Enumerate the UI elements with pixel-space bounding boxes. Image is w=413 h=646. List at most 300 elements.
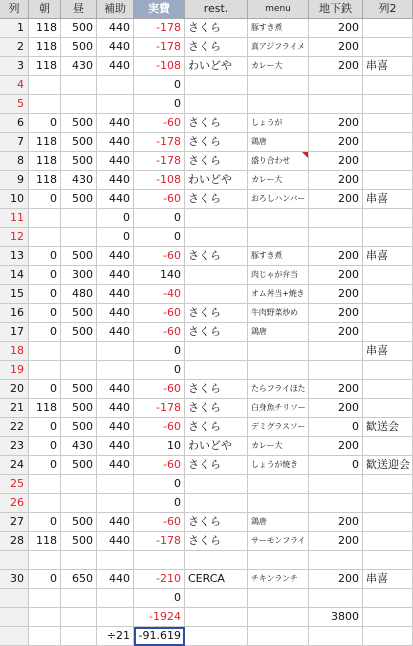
subsidy-cell[interactable]	[97, 361, 134, 380]
actual-cost-cell[interactable]: 0	[134, 475, 185, 494]
col2-cell[interactable]	[363, 209, 413, 228]
col-header-lunch[interactable]: 昼	[61, 0, 97, 19]
breakfast-cell[interactable]	[29, 95, 61, 114]
subsidy-cell[interactable]: 440	[97, 171, 134, 190]
col2-cell[interactable]	[363, 399, 413, 418]
subway-cell[interactable]	[309, 209, 363, 228]
subsidy-cell[interactable]	[97, 95, 134, 114]
rest-cell[interactable]: さくら	[185, 323, 248, 342]
actual-cost-cell[interactable]: 140	[134, 266, 185, 285]
col2-cell[interactable]: 串喜	[363, 247, 413, 266]
subway-cell[interactable]: 200	[309, 114, 363, 133]
subsidy-cell[interactable]: 440	[97, 285, 134, 304]
subsidy-cell[interactable]: 0	[97, 228, 134, 247]
subway-cell[interactable]: 200	[309, 247, 363, 266]
row-number[interactable]	[0, 608, 29, 627]
row-number[interactable]: 21	[0, 399, 29, 418]
actual-cost-cell[interactable]: -60	[134, 190, 185, 209]
menu-cell[interactable]: オム丼当+焼き	[248, 285, 309, 304]
actual-cost-cell[interactable]: -1924	[134, 608, 185, 627]
subsidy-cell[interactable]: 440	[97, 57, 134, 76]
lunch-cell[interactable]	[61, 209, 97, 228]
subsidy-cell[interactable]: 0	[97, 209, 134, 228]
menu-cell[interactable]	[248, 494, 309, 513]
menu-cell[interactable]: 真アジフライメ	[248, 38, 309, 57]
subsidy-cell[interactable]	[97, 76, 134, 95]
actual-cost-cell[interactable]: -178	[134, 19, 185, 38]
rest-cell[interactable]	[185, 228, 248, 247]
subway-cell[interactable]	[309, 627, 363, 646]
rest-cell[interactable]: さくら	[185, 19, 248, 38]
col2-cell[interactable]	[363, 171, 413, 190]
row-number[interactable]: 10	[0, 190, 29, 209]
row-number[interactable]: 8	[0, 152, 29, 171]
rest-cell[interactable]	[185, 589, 248, 608]
row-number[interactable]: 28	[0, 532, 29, 551]
rest-cell[interactable]: さくら	[185, 190, 248, 209]
subway-cell[interactable]: 200	[309, 38, 363, 57]
row-number[interactable]: 30	[0, 570, 29, 589]
col2-cell[interactable]	[363, 437, 413, 456]
row-number[interactable]	[0, 589, 29, 608]
rest-cell[interactable]	[185, 342, 248, 361]
actual-cost-cell[interactable]: 0	[134, 494, 185, 513]
row-number[interactable]: 14	[0, 266, 29, 285]
row-number[interactable]: 13	[0, 247, 29, 266]
actual-cost-cell[interactable]: 10	[134, 437, 185, 456]
breakfast-cell[interactable]: 118	[29, 133, 61, 152]
breakfast-cell[interactable]	[29, 228, 61, 247]
subway-cell[interactable]: 200	[309, 190, 363, 209]
breakfast-cell[interactable]: 0	[29, 285, 61, 304]
rest-cell[interactable]	[185, 266, 248, 285]
menu-cell[interactable]	[248, 228, 309, 247]
menu-cell[interactable]	[248, 342, 309, 361]
lunch-cell[interactable]: 500	[61, 380, 97, 399]
subsidy-cell[interactable]: 440	[97, 152, 134, 171]
breakfast-cell[interactable]: 0	[29, 513, 61, 532]
col-header-breakfast[interactable]: 朝	[29, 0, 61, 19]
actual-cost-cell[interactable]: -108	[134, 171, 185, 190]
actual-cost-cell[interactable]: -60	[134, 380, 185, 399]
subsidy-cell[interactable]: 440	[97, 266, 134, 285]
subway-cell[interactable]: 200	[309, 570, 363, 589]
subway-cell[interactable]	[309, 361, 363, 380]
breakfast-cell[interactable]: 118	[29, 171, 61, 190]
subsidy-cell[interactable]	[97, 494, 134, 513]
breakfast-cell[interactable]	[29, 608, 61, 627]
row-number[interactable]: 7	[0, 133, 29, 152]
col2-cell[interactable]	[363, 266, 413, 285]
menu-cell[interactable]	[248, 475, 309, 494]
menu-cell[interactable]: 肉じゃが弁当	[248, 266, 309, 285]
subway-cell[interactable]	[309, 589, 363, 608]
breakfast-cell[interactable]	[29, 209, 61, 228]
col-header-menu[interactable]: menu	[248, 0, 309, 19]
rest-cell[interactable]: さくら	[185, 399, 248, 418]
subsidy-cell[interactable]: 440	[97, 456, 134, 475]
rest-cell[interactable]: さくら	[185, 418, 248, 437]
col2-cell[interactable]	[363, 551, 413, 570]
actual-cost-cell[interactable]: -210	[134, 570, 185, 589]
col2-cell[interactable]	[363, 76, 413, 95]
lunch-cell[interactable]	[61, 76, 97, 95]
col2-cell[interactable]: 串喜	[363, 190, 413, 209]
menu-cell[interactable]	[248, 209, 309, 228]
menu-cell[interactable]: たらフライほた	[248, 380, 309, 399]
breakfast-cell[interactable]	[29, 494, 61, 513]
menu-cell[interactable]	[248, 589, 309, 608]
row-number[interactable]: 19	[0, 361, 29, 380]
menu-cell[interactable]: サーモンフライ	[248, 532, 309, 551]
subway-cell[interactable]: 200	[309, 399, 363, 418]
actual-cost-cell[interactable]	[134, 551, 185, 570]
lunch-cell[interactable]	[61, 589, 97, 608]
actual-cost-cell[interactable]: -60	[134, 304, 185, 323]
rest-cell[interactable]	[185, 95, 248, 114]
col-header-rest[interactable]: rest.	[185, 0, 248, 19]
subway-cell[interactable]	[309, 475, 363, 494]
actual-cost-cell[interactable]: 0	[134, 589, 185, 608]
menu-cell[interactable]: 鶏唐	[248, 513, 309, 532]
row-number[interactable]: 23	[0, 437, 29, 456]
subsidy-cell[interactable]: 440	[97, 304, 134, 323]
col2-cell[interactable]	[363, 133, 413, 152]
subway-cell[interactable]: 200	[309, 285, 363, 304]
breakfast-cell[interactable]: 118	[29, 57, 61, 76]
col2-cell[interactable]	[363, 589, 413, 608]
subsidy-cell[interactable]: 440	[97, 323, 134, 342]
breakfast-cell[interactable]: 0	[29, 456, 61, 475]
menu-cell[interactable]	[248, 95, 309, 114]
row-number[interactable]: 24	[0, 456, 29, 475]
row-number[interactable]	[0, 551, 29, 570]
menu-cell[interactable]	[248, 361, 309, 380]
subsidy-cell[interactable]: ÷21	[97, 627, 134, 646]
rest-cell[interactable]: さくら	[185, 133, 248, 152]
breakfast-cell[interactable]	[29, 76, 61, 95]
subway-cell[interactable]: 200	[309, 532, 363, 551]
lunch-cell[interactable]	[61, 95, 97, 114]
col2-cell[interactable]	[363, 380, 413, 399]
row-number[interactable]: 6	[0, 114, 29, 133]
breakfast-cell[interactable]: 0	[29, 266, 61, 285]
row-number[interactable]: 25	[0, 475, 29, 494]
subway-cell[interactable]	[309, 76, 363, 95]
rest-cell[interactable]	[185, 76, 248, 95]
subway-cell[interactable]: 200	[309, 133, 363, 152]
lunch-cell[interactable]: 650	[61, 570, 97, 589]
col-header-actual-cost[interactable]: 実費	[134, 0, 185, 19]
subway-cell[interactable]: 200	[309, 323, 363, 342]
menu-cell[interactable]: 鶏唐	[248, 133, 309, 152]
rest-cell[interactable]: さくら	[185, 456, 248, 475]
col2-cell[interactable]: 串喜	[363, 570, 413, 589]
lunch-cell[interactable]: 430	[61, 437, 97, 456]
lunch-cell[interactable]: 500	[61, 247, 97, 266]
lunch-cell[interactable]	[61, 608, 97, 627]
subsidy-cell[interactable]: 440	[97, 247, 134, 266]
breakfast-cell[interactable]: 0	[29, 304, 61, 323]
rest-cell[interactable]: わいどや	[185, 57, 248, 76]
breakfast-cell[interactable]	[29, 589, 61, 608]
actual-cost-cell[interactable]: 0	[134, 342, 185, 361]
subsidy-cell[interactable]: 440	[97, 570, 134, 589]
rest-cell[interactable]: さくら	[185, 114, 248, 133]
subsidy-cell[interactable]: 440	[97, 418, 134, 437]
row-number[interactable]: 1	[0, 19, 29, 38]
breakfast-cell[interactable]: 0	[29, 570, 61, 589]
rest-cell[interactable]	[185, 627, 248, 646]
rest-cell[interactable]: さくら	[185, 380, 248, 399]
actual-cost-cell[interactable]: -40	[134, 285, 185, 304]
subway-cell[interactable]: 200	[309, 513, 363, 532]
actual-cost-cell[interactable]: -60	[134, 418, 185, 437]
menu-cell[interactable]: 鶏唐	[248, 323, 309, 342]
menu-cell[interactable]: チキンランチ	[248, 570, 309, 589]
col2-cell[interactable]	[363, 361, 413, 380]
rest-cell[interactable]: さくら	[185, 152, 248, 171]
actual-cost-cell[interactable]: -178	[134, 152, 185, 171]
lunch-cell[interactable]: 500	[61, 114, 97, 133]
breakfast-cell[interactable]	[29, 627, 61, 646]
actual-cost-cell[interactable]: 0	[134, 95, 185, 114]
col2-cell[interactable]	[363, 19, 413, 38]
lunch-cell[interactable]: 500	[61, 304, 97, 323]
lunch-cell[interactable]: 480	[61, 285, 97, 304]
subway-cell[interactable]: 200	[309, 266, 363, 285]
col-header-subway[interactable]: 地下鉄	[309, 0, 363, 19]
rest-cell[interactable]: さくら	[185, 513, 248, 532]
subway-cell[interactable]	[309, 551, 363, 570]
breakfast-cell[interactable]: 118	[29, 38, 61, 57]
col2-cell[interactable]: 串喜	[363, 57, 413, 76]
menu-cell[interactable]: 牛肉野菜炒め	[248, 304, 309, 323]
row-number[interactable]: 15	[0, 285, 29, 304]
breakfast-cell[interactable]: 118	[29, 532, 61, 551]
menu-cell[interactable]: デミグラスソー	[248, 418, 309, 437]
col2-cell[interactable]	[363, 304, 413, 323]
subsidy-cell[interactable]	[97, 475, 134, 494]
rest-cell[interactable]	[185, 209, 248, 228]
subway-cell[interactable]	[309, 95, 363, 114]
rest-cell[interactable]	[185, 608, 248, 627]
lunch-cell[interactable]	[61, 627, 97, 646]
row-number[interactable]: 4	[0, 76, 29, 95]
breakfast-cell[interactable]: 0	[29, 114, 61, 133]
subsidy-cell[interactable]: 440	[97, 133, 134, 152]
menu-cell[interactable]: おろしハンバー	[248, 190, 309, 209]
rest-cell[interactable]: さくら	[185, 247, 248, 266]
subway-cell[interactable]: 200	[309, 304, 363, 323]
lunch-cell[interactable]: 500	[61, 418, 97, 437]
subsidy-cell[interactable]: 440	[97, 399, 134, 418]
col2-cell[interactable]	[363, 532, 413, 551]
row-number[interactable]: 27	[0, 513, 29, 532]
lunch-cell[interactable]: 500	[61, 399, 97, 418]
subway-cell[interactable]: 200	[309, 380, 363, 399]
actual-cost-cell[interactable]: 0	[134, 209, 185, 228]
actual-cost-cell[interactable]: -91.619	[134, 627, 185, 646]
subsidy-cell[interactable]: 440	[97, 380, 134, 399]
lunch-cell[interactable]	[61, 228, 97, 247]
breakfast-cell[interactable]: 0	[29, 323, 61, 342]
rest-cell[interactable]: わいどや	[185, 437, 248, 456]
rest-cell[interactable]	[185, 494, 248, 513]
subway-cell[interactable]	[309, 342, 363, 361]
menu-cell[interactable]: しょうが	[248, 114, 309, 133]
actual-cost-cell[interactable]: -60	[134, 456, 185, 475]
menu-cell[interactable]: 白身魚チリソー	[248, 399, 309, 418]
menu-cell[interactable]	[248, 76, 309, 95]
breakfast-cell[interactable]	[29, 475, 61, 494]
col-header-0[interactable]: 列	[0, 0, 29, 19]
rest-cell[interactable]: わいどや	[185, 171, 248, 190]
rest-cell[interactable]	[185, 361, 248, 380]
lunch-cell[interactable]: 300	[61, 266, 97, 285]
col2-cell[interactable]	[363, 95, 413, 114]
lunch-cell[interactable]: 430	[61, 171, 97, 190]
menu-cell[interactable]: しょうが焼き	[248, 456, 309, 475]
subway-cell[interactable]: 0	[309, 418, 363, 437]
col2-cell[interactable]	[363, 228, 413, 247]
subway-cell[interactable]	[309, 494, 363, 513]
actual-cost-cell[interactable]: -60	[134, 513, 185, 532]
row-number[interactable]: 3	[0, 57, 29, 76]
breakfast-cell[interactable]: 0	[29, 380, 61, 399]
subway-cell[interactable]: 200	[309, 19, 363, 38]
breakfast-cell[interactable]: 118	[29, 399, 61, 418]
subsidy-cell[interactable]: 440	[97, 19, 134, 38]
col2-cell[interactable]	[363, 285, 413, 304]
col2-cell[interactable]	[363, 38, 413, 57]
menu-cell[interactable]: 盛り合わせ	[248, 152, 309, 171]
subsidy-cell[interactable]: 440	[97, 38, 134, 57]
subway-cell[interactable]: 200	[309, 57, 363, 76]
col2-cell[interactable]	[363, 323, 413, 342]
col2-cell[interactable]	[363, 513, 413, 532]
menu-cell[interactable]: カレー大	[248, 437, 309, 456]
actual-cost-cell[interactable]: -178	[134, 38, 185, 57]
breakfast-cell[interactable]: 0	[29, 247, 61, 266]
row-number[interactable]: 16	[0, 304, 29, 323]
row-number[interactable]: 26	[0, 494, 29, 513]
row-number[interactable]: 5	[0, 95, 29, 114]
row-number[interactable]: 20	[0, 380, 29, 399]
row-number[interactable]: 9	[0, 171, 29, 190]
col2-cell[interactable]: 歓送会	[363, 418, 413, 437]
lunch-cell[interactable]	[61, 494, 97, 513]
row-number[interactable]: 11	[0, 209, 29, 228]
subsidy-cell[interactable]	[97, 608, 134, 627]
actual-cost-cell[interactable]: -60	[134, 247, 185, 266]
subway-cell[interactable]: 200	[309, 437, 363, 456]
breakfast-cell[interactable]: 0	[29, 418, 61, 437]
rest-cell[interactable]: さくら	[185, 532, 248, 551]
menu-cell[interactable]: カレー大	[248, 171, 309, 190]
actual-cost-cell[interactable]: -178	[134, 133, 185, 152]
subsidy-cell[interactable]: 440	[97, 513, 134, 532]
breakfast-cell[interactable]: 118	[29, 19, 61, 38]
rest-cell[interactable]	[185, 475, 248, 494]
menu-cell[interactable]	[248, 627, 309, 646]
actual-cost-cell[interactable]: -60	[134, 114, 185, 133]
actual-cost-cell[interactable]: -108	[134, 57, 185, 76]
col2-cell[interactable]	[363, 152, 413, 171]
menu-cell[interactable]	[248, 551, 309, 570]
subway-cell[interactable]: 200	[309, 152, 363, 171]
subsidy-cell[interactable]	[97, 342, 134, 361]
subsidy-cell[interactable]: 440	[97, 190, 134, 209]
lunch-cell[interactable]: 500	[61, 513, 97, 532]
col2-cell[interactable]	[363, 475, 413, 494]
rest-cell[interactable]	[185, 551, 248, 570]
breakfast-cell[interactable]: 0	[29, 437, 61, 456]
row-number[interactable]: 18	[0, 342, 29, 361]
lunch-cell[interactable]: 500	[61, 190, 97, 209]
breakfast-cell[interactable]: 0	[29, 190, 61, 209]
lunch-cell[interactable]: 500	[61, 38, 97, 57]
rest-cell[interactable]: さくら	[185, 38, 248, 57]
row-number[interactable]	[0, 627, 29, 646]
breakfast-cell[interactable]	[29, 342, 61, 361]
subway-cell[interactable]	[309, 228, 363, 247]
col-header-col2[interactable]: 列2	[363, 0, 413, 19]
lunch-cell[interactable]: 500	[61, 532, 97, 551]
col2-cell[interactable]	[363, 494, 413, 513]
lunch-cell[interactable]: 500	[61, 133, 97, 152]
subway-cell[interactable]: 200	[309, 171, 363, 190]
rest-cell[interactable]	[185, 285, 248, 304]
menu-cell[interactable]	[248, 608, 309, 627]
actual-cost-cell[interactable]: -178	[134, 532, 185, 551]
row-number[interactable]: 22	[0, 418, 29, 437]
row-number[interactable]: 17	[0, 323, 29, 342]
actual-cost-cell[interactable]: -178	[134, 399, 185, 418]
subsidy-cell[interactable]: 440	[97, 114, 134, 133]
subsidy-cell[interactable]	[97, 589, 134, 608]
lunch-cell[interactable]: 500	[61, 456, 97, 475]
rest-cell[interactable]: CERCA	[185, 570, 248, 589]
breakfast-cell[interactable]: 118	[29, 152, 61, 171]
lunch-cell[interactable]: 430	[61, 57, 97, 76]
lunch-cell[interactable]	[61, 342, 97, 361]
row-number[interactable]: 2	[0, 38, 29, 57]
lunch-cell[interactable]: 500	[61, 19, 97, 38]
col2-cell[interactable]	[363, 608, 413, 627]
lunch-cell[interactable]	[61, 551, 97, 570]
col2-cell[interactable]	[363, 627, 413, 646]
col2-cell[interactable]	[363, 114, 413, 133]
breakfast-cell[interactable]	[29, 361, 61, 380]
lunch-cell[interactable]: 500	[61, 323, 97, 342]
lunch-cell[interactable]	[61, 475, 97, 494]
row-number[interactable]: 12	[0, 228, 29, 247]
breakfast-cell[interactable]	[29, 551, 61, 570]
subsidy-cell[interactable]: 440	[97, 437, 134, 456]
lunch-cell[interactable]: 500	[61, 152, 97, 171]
actual-cost-cell[interactable]: 0	[134, 76, 185, 95]
menu-cell[interactable]: カレー大	[248, 57, 309, 76]
subway-cell[interactable]: 0	[309, 456, 363, 475]
col-header-subsidy[interactable]: 補助	[97, 0, 134, 19]
menu-cell[interactable]: 豚すき煮	[248, 19, 309, 38]
subsidy-cell[interactable]	[97, 551, 134, 570]
rest-cell[interactable]: さくら	[185, 304, 248, 323]
actual-cost-cell[interactable]: -60	[134, 323, 185, 342]
col2-cell[interactable]: 串喜	[363, 342, 413, 361]
subsidy-cell[interactable]: 440	[97, 532, 134, 551]
